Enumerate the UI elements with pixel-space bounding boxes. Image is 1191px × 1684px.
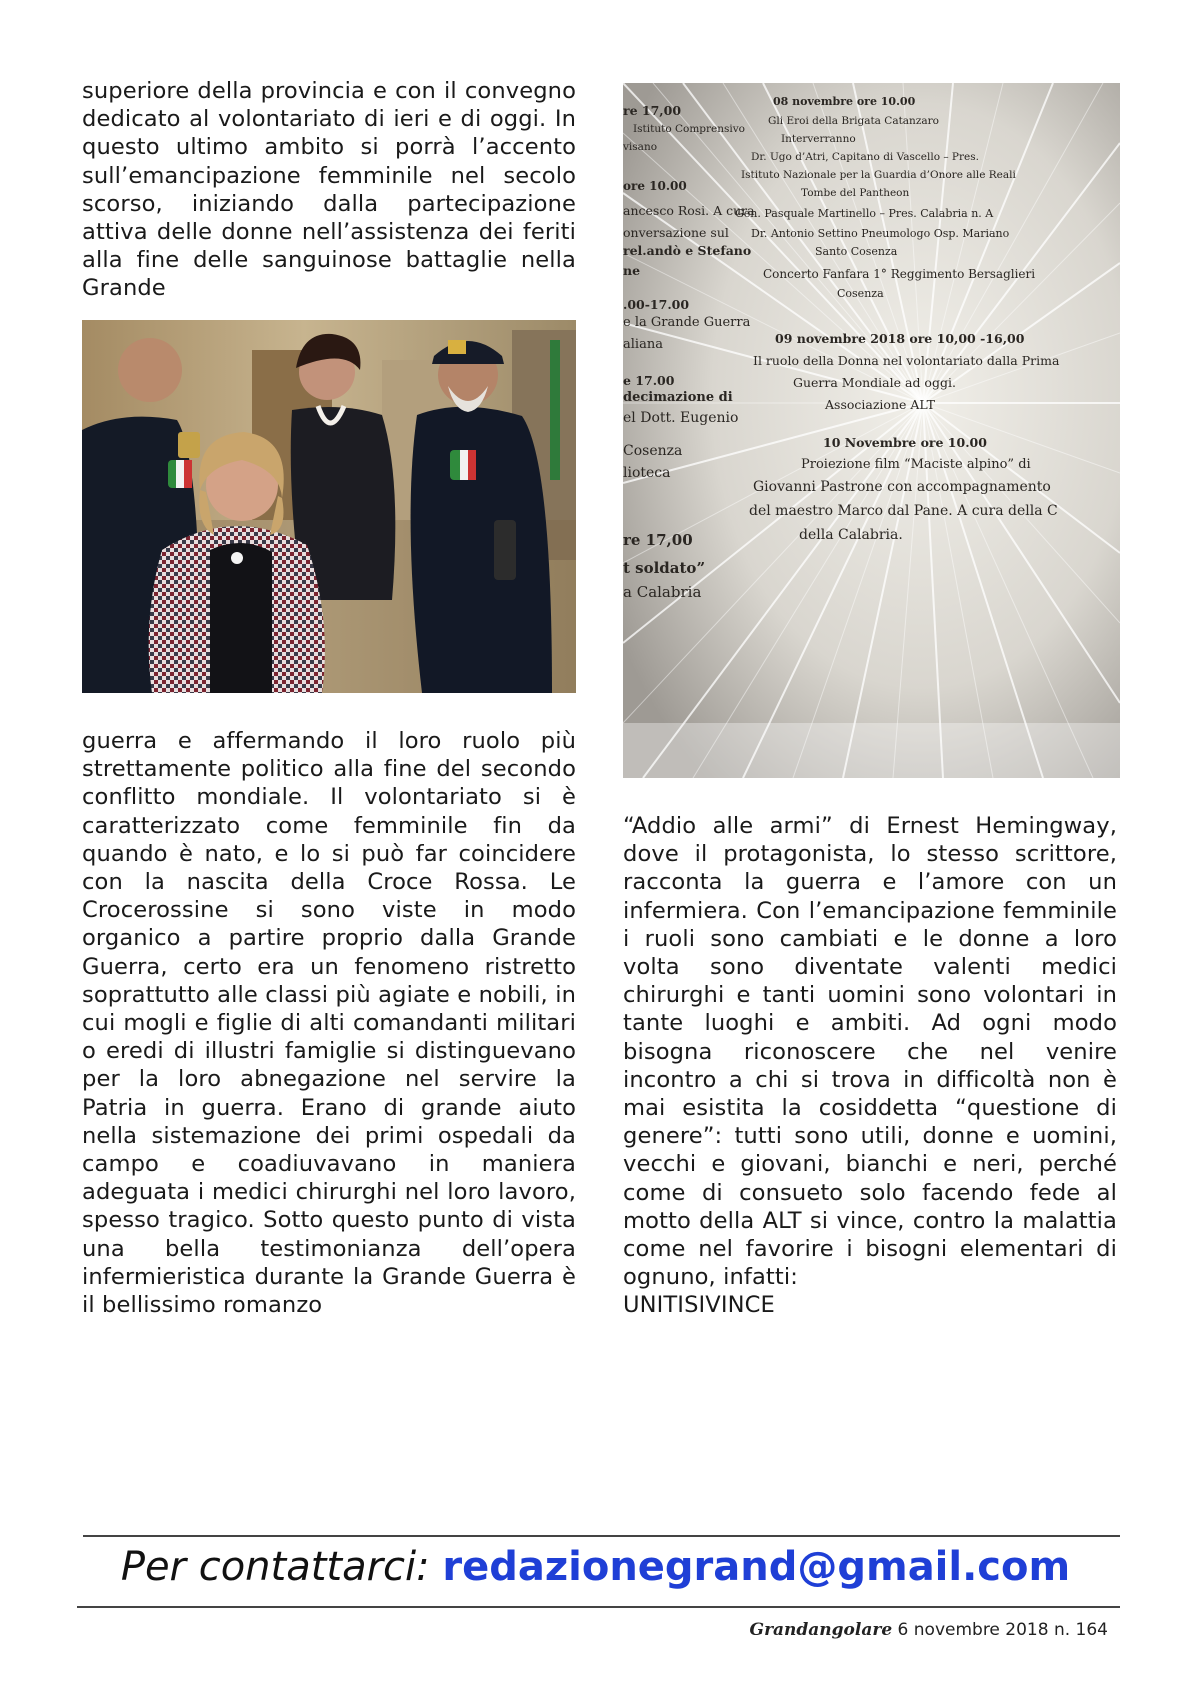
flyer-line: Il ruolo della Donna nel volontariato dalla Prima: [753, 353, 1060, 368]
contact-line: [0, 1544, 1191, 1590]
flyer-line: Proiezione film “Maciste alpino” di: [801, 457, 1031, 472]
brand-name: Grandangolare: [749, 1620, 893, 1640]
group-photo: [82, 320, 576, 693]
flyer-line: Istituto Nazionale per la Guardia d’Onore alle Reali: [741, 169, 1016, 181]
flyer-line: re 17,00: [623, 531, 693, 549]
flyer-photo: [623, 83, 1120, 778]
flyer-line: Cosenza: [623, 443, 683, 459]
flyer-line: Associazione ALT: [825, 397, 936, 412]
flyer-line: re 17,00: [623, 103, 682, 118]
flyer-line: 10 Novembre ore 10.00: [823, 435, 987, 450]
flyer-line: ancesco Rosi. A cura: [623, 203, 755, 218]
flyer-line: Tombe del Pantheon: [801, 187, 910, 199]
motto: UNITISIVINCE: [623, 1292, 775, 1319]
flyer-line: e la Grande Guerra: [623, 315, 751, 330]
flyer-line: Gen. Pasquale Martinello – Pres. Calabria n. A: [735, 207, 994, 220]
flyer-line: el Dott. Eugenio: [623, 410, 739, 426]
flyer-line: della Calabria.: [799, 527, 903, 543]
issue-info: [750, 1620, 1108, 1640]
issue-date: 6 novembre 2018 n. 164: [897, 1620, 1108, 1640]
footer-rule-bottom: [77, 1606, 1120, 1608]
flyer-line: Istituto Comprensivo: [633, 123, 746, 135]
article-paragraph-1: superiore della provincia e con il convegno dedicato al volontariato di ieri e di oggi. In questo ultimo ambito si porrà l’accento sull’emancipazione femminile nel secolo scorso, iniziando dalla partecipazione attiva delle donne nell’assistenza dei feriti alla fine delle sanguinose battaglie nella Grande: [82, 78, 576, 302]
flyer-line: ne: [623, 263, 641, 278]
flyer-line: Concerto Fanfara 1° Reggimento Bersaglieri: [763, 267, 1036, 281]
flyer-line: rel.andò e Stefano: [623, 243, 752, 258]
flyer-line: ore 10.00: [623, 179, 687, 193]
flyer-line: Santo Cosenza: [815, 245, 898, 258]
flyer-line: e 17.00: [623, 373, 675, 388]
flyer-line: aliana: [623, 337, 663, 352]
contact-label: Per contattarci:: [120, 1544, 430, 1590]
article-paragraph-3-text: “Addio alle armi” di Ernest Hemingway, dove il protagonista, lo stesso scrittore, racconta la guerra e l’amore con un infermiera. Con l’emancipazione femminile i ruoli sono cambiati e le donne a loro volta sono diventate valenti medici chirurghi e tanti uomini sono volontari in tante luoghi e ambiti. Ad ogni modo bisogna riconoscere che nel venire incontro a chi si trova in difficoltà non è mai esistita la cosiddetta “questione di genere”: tutti sono utili, donne e uomini, vecchi e giovani, bianchi e neri, perché come di consueto solo facendo fede al motto della ALT si vince, contro la malattia come nel favorire i bisogni elementari di ognuno, infatti:: [623, 813, 1117, 1291]
flyer-line: t soldato”: [623, 559, 706, 577]
flyer-line: lioteca: [623, 465, 671, 481]
flyer-line: Guerra Mondiale ad oggi.: [793, 375, 956, 390]
flyer-line: Gli Eroi della Brigata Catanzaro: [768, 115, 939, 127]
flyer-line: .00-17.00: [623, 297, 690, 312]
flyer-line: visano: [623, 141, 658, 153]
flyer-line: a Calabria: [623, 583, 702, 601]
flyer-line: del maestro Marco dal Pane. A cura della C: [749, 503, 1058, 519]
contact-email[interactable]: redazionegrand@gmail.com: [442, 1544, 1071, 1590]
article-paragraph-2: guerra e affermando il loro ruolo più strettamente politico alla fine del secondo conflitto mondiale. Il volontariato si è caratterizzato come femminile fin da quando è nato, e lo si può far coincidere con la nascita della Croce Rossa. Le Crocerossine si sono viste in modo organico a partire proprio dalla Grande Guerra, certo era un fenomeno ristretto soprattutto alle classi più agiate e nobili, in cui mogli e figlie di alti comandanti militari o eredi di illustri famiglie si distinguevano per la loro abnegazione nel servire la Patria in guerra. Erano di grande aiuto nella sistemazione dei primi ospedali da campo e coadiuvavano in maniera adeguata i medici chirurghi nel loro lavoro, spesso tragico. Sotto questo punto di vista una bella testimonianza dell’opera infermieristica durante la Grande Guerra è il bellissimo romanzo: [82, 728, 576, 1319]
flyer-line: Giovanni Pastrone con accompagnamento: [753, 479, 1051, 495]
footer-rule-top: [83, 1535, 1120, 1537]
flyer-line: 09 novembre 2018 ore 10,00 -16,00: [775, 331, 1025, 346]
flyer-line: 08 novembre ore 10.00: [773, 95, 916, 108]
article-paragraph-3: [623, 812, 1117, 1320]
flyer-line: Cosenza: [837, 287, 884, 300]
flyer-line: Dr. Ugo d’Atri, Capitano di Vascello – Pres.: [751, 151, 979, 163]
flyer-line: Dr. Antonio Settino Pneumologo Osp. Mariano: [751, 227, 1010, 240]
flyer-line: decimazione di: [623, 390, 733, 405]
flyer-line: onversazione sul: [623, 225, 729, 240]
flyer-line: Interverranno: [781, 133, 856, 145]
